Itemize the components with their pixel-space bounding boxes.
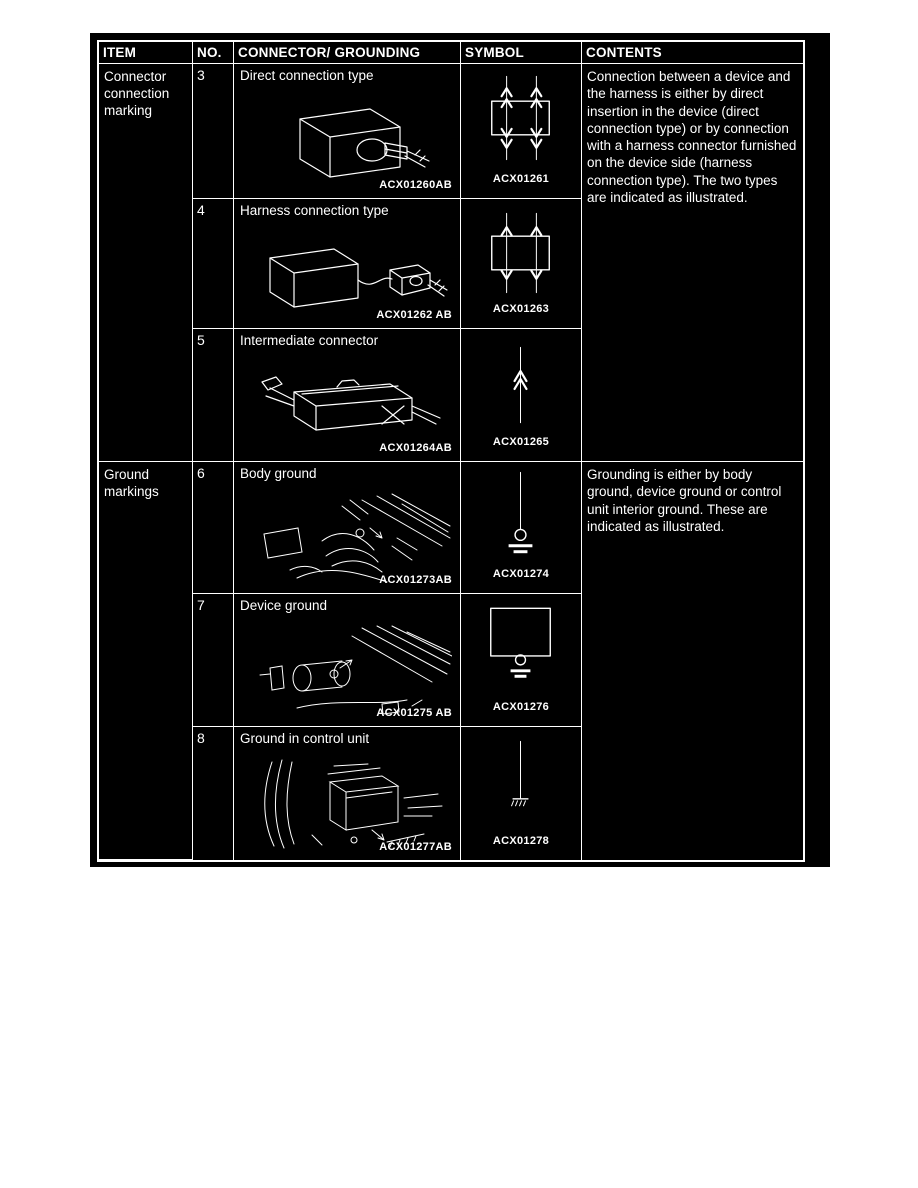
figure-cell-harness-connection [234,199,461,329]
body-ground-drawing-icon [242,492,452,584]
device-harness-connector-drawing-icon [242,230,452,318]
device-direct-connector-drawing-icon [245,95,450,187]
figure-label: Harness connection type [240,203,389,218]
figure-cell-control-unit-ground [234,727,461,860]
symbol-cell-device-ground [461,594,582,727]
device-ground-symbol-icon [461,598,581,701]
figure-code: ACX01277AB [379,841,452,853]
harness-connection-symbol-icon [461,203,581,303]
col-header-no [193,42,234,64]
col-header-contents-label: CONTENTS [586,45,662,60]
legend-table [97,40,805,862]
col-header-connector [234,42,461,64]
intermediate-connector-drawing-icon [242,360,452,450]
figure-label: Ground in control unit [240,731,370,746]
row-no-value: 6 [197,465,205,481]
row-no-4 [193,199,234,329]
item-group-ground-markings [99,462,193,860]
symbol-code: ACX01276 [492,701,550,713]
row-no-5 [193,329,234,462]
figure-label: Device ground [240,598,328,613]
figure-cell-intermediate-connector [234,329,461,462]
row-no-value: 4 [197,202,205,218]
body-ground-symbol-icon [461,466,581,568]
row-no-7 [193,594,234,727]
figure-cell-device-ground [234,594,461,727]
figure-cell-body-ground [234,462,461,594]
symbol-cell-body-ground [461,462,582,594]
row-no-value: 3 [197,67,205,83]
figure-code: ACX01260AB [379,179,452,191]
row-no-value: 8 [197,730,205,746]
contents-text: Grounding is either by body ground, device ground or control unit interior ground. These are indicated as illustrated. [587,467,782,534]
contents-ground-markings [582,462,803,860]
symbol-cell-control-unit-ground [461,727,582,860]
symbol-code: ACX01278 [492,835,550,847]
col-header-connector-label: CONNECTOR/ GROUNDING [238,45,421,60]
symbol-code: ACX01265 [492,436,550,448]
figure-label: Direct connection type [240,68,374,83]
row-no-3 [193,64,234,199]
item-group-label: Ground markings [104,467,159,499]
col-header-no-label: NO. [197,45,222,60]
contents-connector-marking [582,64,803,462]
figure-code: ACX01264AB [379,442,452,454]
figure-label: Body ground [240,466,317,481]
col-header-contents [582,42,803,64]
symbol-cell-intermediate-connector [461,329,582,462]
figure-code: ACX01275 AB [376,707,452,719]
device-ground-drawing-icon [242,624,452,716]
direct-connection-symbol-icon [461,68,581,168]
control-unit-ground-drawing-icon [242,758,452,850]
figure-code: ACX01262 AB [376,309,452,321]
symbol-code: ACX01261 [492,173,550,185]
item-group-label: Connector connection marking [104,69,170,118]
control-unit-ground-symbol-icon [461,731,581,831]
contents-text: Connection between a device and the harness is either by direct insertion in the device (direct connection type) or by connection with a harness connector furnished on the device side (harness connection type). The two types are indicated as illustrated. [587,69,797,206]
symbol-code: ACX01274 [492,568,550,580]
row-no-value: 5 [197,332,205,348]
symbol-cell-direct-connection [461,64,582,199]
row-no-value: 7 [197,597,205,613]
figure-label: Intermediate connector [240,333,379,348]
col-header-item-label: ITEM [103,45,137,60]
figure-code: ACX01273AB [379,574,452,586]
col-header-symbol [461,42,582,64]
row-no-6 [193,462,234,594]
figure-cell-direct-connection [234,64,461,199]
item-group-connector-marking [99,64,193,462]
symbol-cell-harness-connection [461,199,582,329]
row-no-8 [193,727,234,860]
intermediate-connector-symbol-icon [461,333,581,438]
symbol-code: ACX01263 [492,303,550,315]
col-header-item [99,42,193,64]
col-header-symbol-label: SYMBOL [465,45,524,60]
scanned-table-panel [90,33,830,867]
